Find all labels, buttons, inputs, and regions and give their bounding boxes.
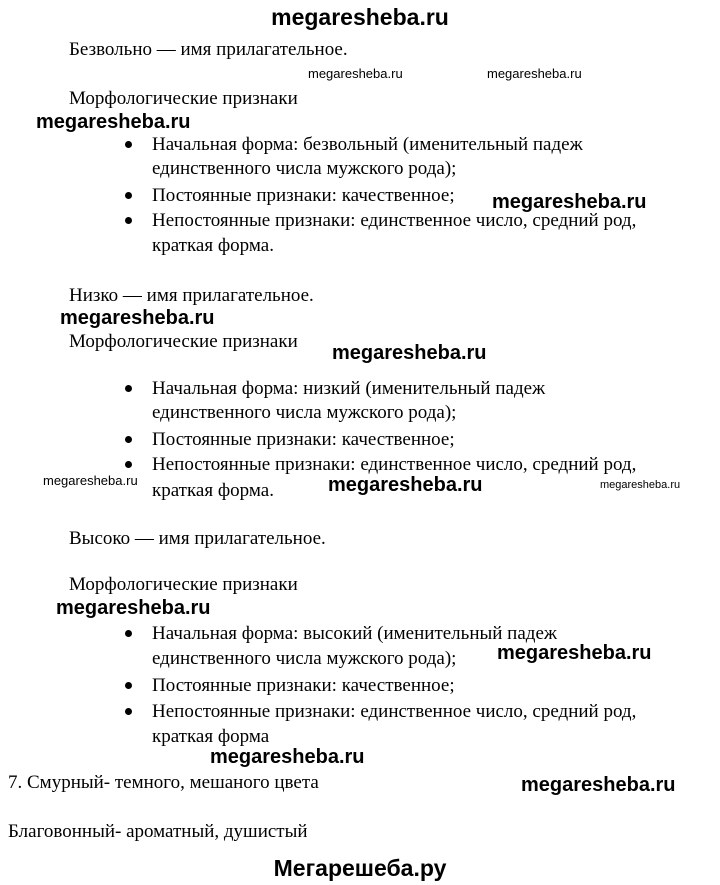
watermark: megaresheba.ru [60, 307, 215, 329]
watermark: megaresheba.ru [210, 746, 365, 768]
bullet-icon [125, 192, 132, 199]
section3-item-3: Непостоянные признаки: единственное число, средний род, [152, 701, 637, 722]
bullet-icon [125, 141, 132, 148]
bullet-icon [125, 630, 132, 637]
section3-item-2: Постоянные признаки: качественное; [152, 675, 455, 696]
bullet-icon [125, 217, 132, 224]
section1-item-3-cont: краткая форма. [152, 235, 274, 256]
watermark: megaresheba.ru [36, 111, 191, 133]
section2-heading: Низко — имя прилагательное. [69, 285, 314, 306]
section1-item-2: Постоянные признаки: качественное; [152, 185, 455, 206]
section1-item-1: Начальная форма: безвольный (именительный падеж [152, 134, 583, 155]
bullet-icon [125, 436, 132, 443]
section2-item-2: Постоянные признаки: качественное; [152, 429, 455, 450]
watermark: megaresheba.ru [492, 191, 647, 213]
watermark: megaresheba.ru [328, 474, 483, 496]
bullet-icon [125, 461, 132, 468]
section1-heading: Безвольно — имя прилагательное. [69, 39, 348, 60]
section1-item-1-cont: единственного числа мужского рода); [152, 158, 457, 179]
section3-item-1: Начальная форма: высокий (именительный падеж [152, 623, 558, 644]
section2-subheading: Морфологические признаки [69, 331, 298, 352]
section2-item-3: Непостоянные признаки: единственное число, средний род, [152, 454, 637, 475]
watermark: megaresheba.ru [521, 774, 676, 796]
watermark: megaresheba.ru [332, 342, 487, 364]
watermark: megaresheba.ru [497, 642, 652, 664]
watermark: megaresheba.ru [308, 66, 403, 81]
bullet-icon [125, 708, 132, 715]
footer-watermark: Мегарешеба.ру [273, 855, 447, 881]
section1-subheading: Морфологические признаки [69, 88, 298, 109]
section3-item-3-cont: краткая форма [152, 726, 270, 747]
section2-item-1-cont: единственного числа мужского рода); [152, 402, 457, 423]
section2-item-3-cont: краткая форма. [152, 480, 274, 501]
section2-item-1: Начальная форма: низкий (именительный падеж [152, 378, 546, 399]
watermark: megaresheba.ru [43, 473, 138, 488]
task7-line2: Благовонный- ароматный, душистый [8, 821, 308, 842]
header-watermark: megaresheba.ru [271, 4, 449, 30]
bullet-icon [125, 385, 132, 392]
section3-heading: Высоко — имя прилагательное. [69, 528, 326, 549]
bullet-icon [125, 682, 132, 689]
watermark: megaresheba.ru [56, 597, 211, 619]
watermark: megaresheba.ru [487, 66, 582, 81]
section3-subheading: Морфологические признаки [69, 574, 298, 595]
section1-item-3: Непостоянные признаки: единственное число, средний род, [152, 210, 637, 231]
section3-item-1-cont: единственного числа мужского рода); [152, 648, 457, 669]
task7-line1: 7. Смурный- темного, мешаного цвета [8, 772, 319, 793]
watermark: megaresheba.ru [600, 479, 681, 491]
